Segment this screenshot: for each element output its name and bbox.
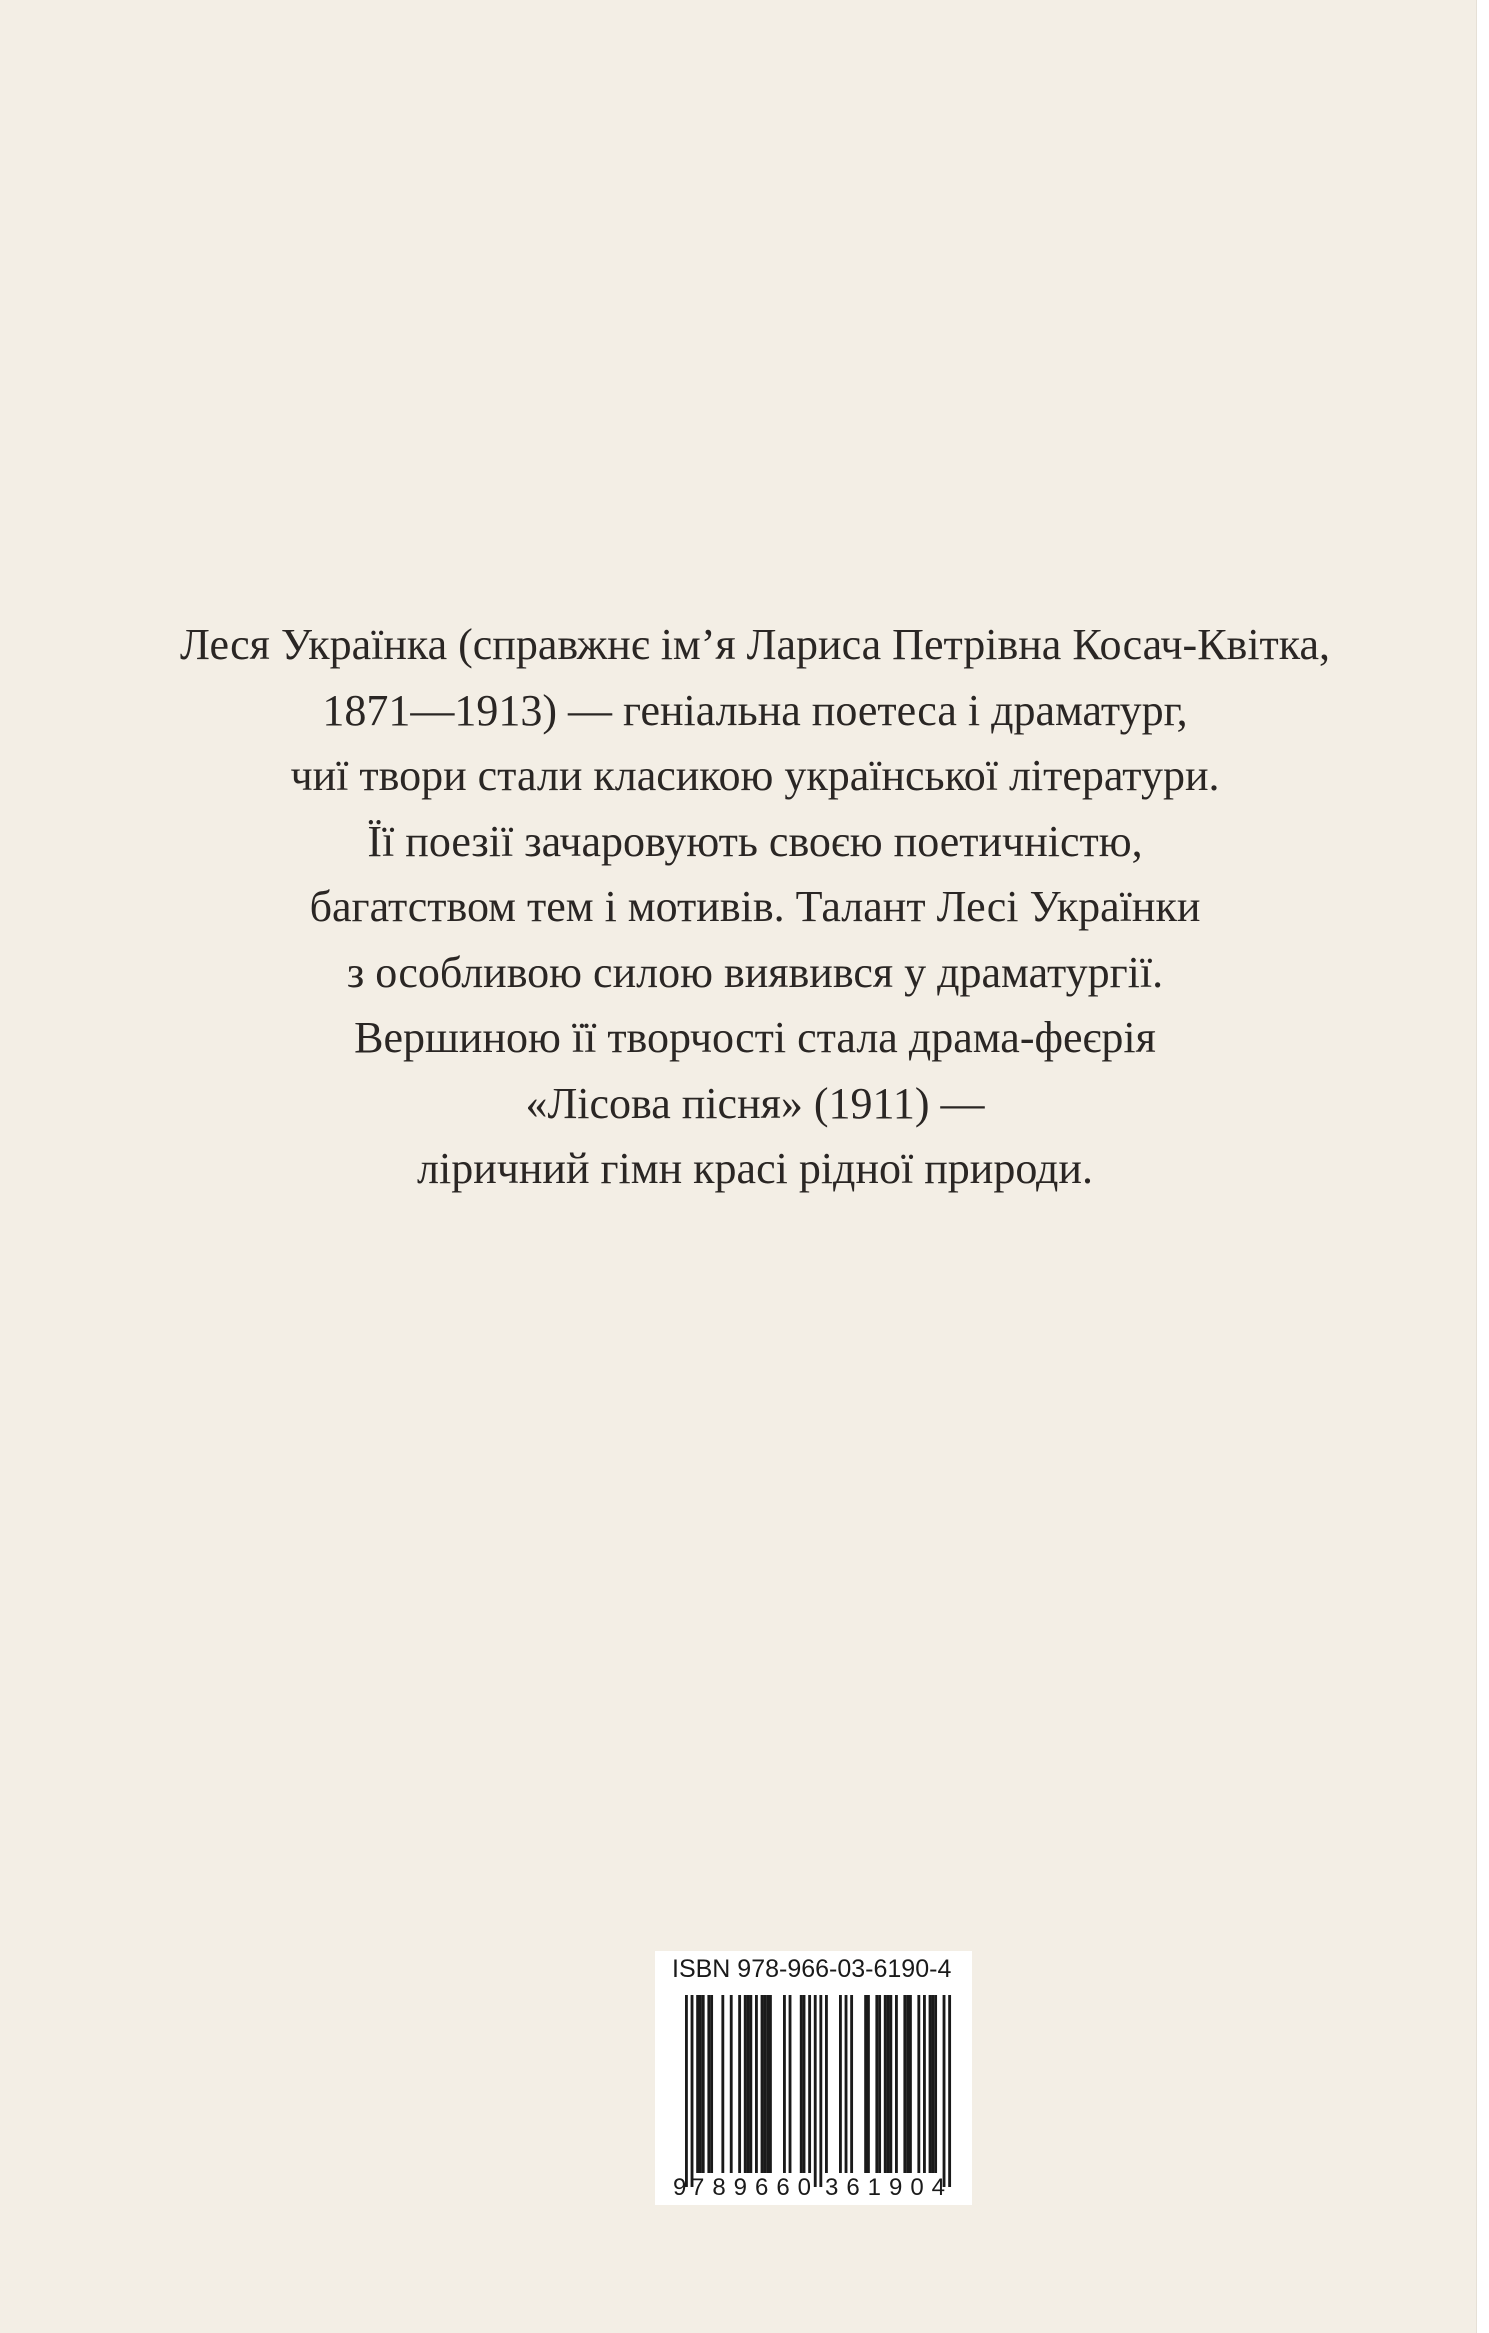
barcode-bar <box>923 1995 926 2173</box>
barcode-bar <box>763 1995 766 2173</box>
barcode-bar <box>934 1995 937 2173</box>
description-line: «Лісова пісня» (1911) — <box>525 1078 985 1128</box>
barcode-bar <box>875 1995 878 2173</box>
barcode-graphic <box>655 1951 972 2205</box>
barcode-bar <box>721 1995 724 2173</box>
barcode-bar <box>909 1995 912 2173</box>
description-line: з особливою силою виявився у драматургії. <box>346 947 1164 997</box>
description-line: чиї твори стали класикою української літератури. <box>290 751 1220 800</box>
barcode-bar <box>761 1995 764 2173</box>
barcode-bar <box>895 1995 898 2173</box>
barcode-bar <box>887 1995 890 2173</box>
barcode-bar <box>808 1995 811 2173</box>
barcode-bar <box>917 1995 920 2173</box>
barcode-bar <box>685 1995 688 2187</box>
barcode-left-digits: 789660 <box>691 2174 811 2201</box>
description-line: 1871—1913) — геніальна поетеса і драматург, <box>322 685 1188 735</box>
book-description <box>150 612 1360 1202</box>
barcode-bar <box>845 1995 848 2173</box>
barcode-bar <box>850 1995 853 2173</box>
description-line: ліричний гімн красі рідної природи. <box>417 1144 1093 1193</box>
barcode-bar <box>884 1995 887 2173</box>
barcode-right-digits: 361904 <box>825 2174 945 2201</box>
barcode-bar <box>707 1995 710 2173</box>
barcode-bar <box>710 1995 713 2173</box>
barcode-lead-digit: 9 <box>673 2174 687 2201</box>
barcode-bars <box>685 1995 951 2187</box>
barcode-bar <box>903 1995 906 2173</box>
barcode-bar <box>702 1995 705 2173</box>
description-line: Вершиною її творчості стала драма-феєрія <box>354 1013 1156 1062</box>
barcode-bar <box>749 1995 752 2173</box>
description-line: Леся Українка (справжнє ім’я Лариса Петрівна Косач-Квітка, <box>179 620 1331 669</box>
barcode-bar <box>825 1995 828 2173</box>
barcode-bar <box>803 1995 806 2173</box>
barcode-bar <box>931 1995 934 2173</box>
barcode-bar <box>943 1995 946 2187</box>
barcode-bar <box>699 1995 702 2173</box>
barcode-bar <box>867 1995 870 2173</box>
barcode-bar <box>730 1995 733 2173</box>
isbn-barcode <box>655 1951 972 2205</box>
barcode-bar <box>864 1995 867 2173</box>
barcode-bar <box>747 1995 750 2173</box>
barcode-bar <box>819 1995 822 2187</box>
barcode-bar <box>783 1995 786 2173</box>
barcode-bar <box>789 1995 792 2173</box>
barcode-bar <box>744 1995 747 2173</box>
barcode-bar <box>755 1995 758 2173</box>
isbn-number: ISBN 978-966-03-6190-4 <box>672 1955 952 1983</box>
barcode-bar <box>769 1995 772 2173</box>
barcode-bar <box>766 1995 769 2173</box>
barcode-bar <box>800 1995 803 2173</box>
barcode-bar <box>814 1995 817 2187</box>
barcode-bar <box>948 1995 951 2187</box>
barcode-bar <box>738 1995 741 2173</box>
barcode-bar <box>878 1995 881 2173</box>
barcode-bar <box>929 1995 932 2173</box>
description-line: багатством тем і мотивів. Талант Лесі Українки <box>309 882 1201 931</box>
barcode-bar <box>906 1995 909 2173</box>
barcode-bar <box>839 1995 842 2173</box>
barcode-bar <box>691 1995 694 2187</box>
barcode-bar <box>696 1995 699 2173</box>
barcode-bar <box>889 1995 892 2173</box>
page-edge <box>1476 0 1489 2333</box>
description-line: Її поезії зачаровують своєю поетичністю, <box>367 816 1143 866</box>
